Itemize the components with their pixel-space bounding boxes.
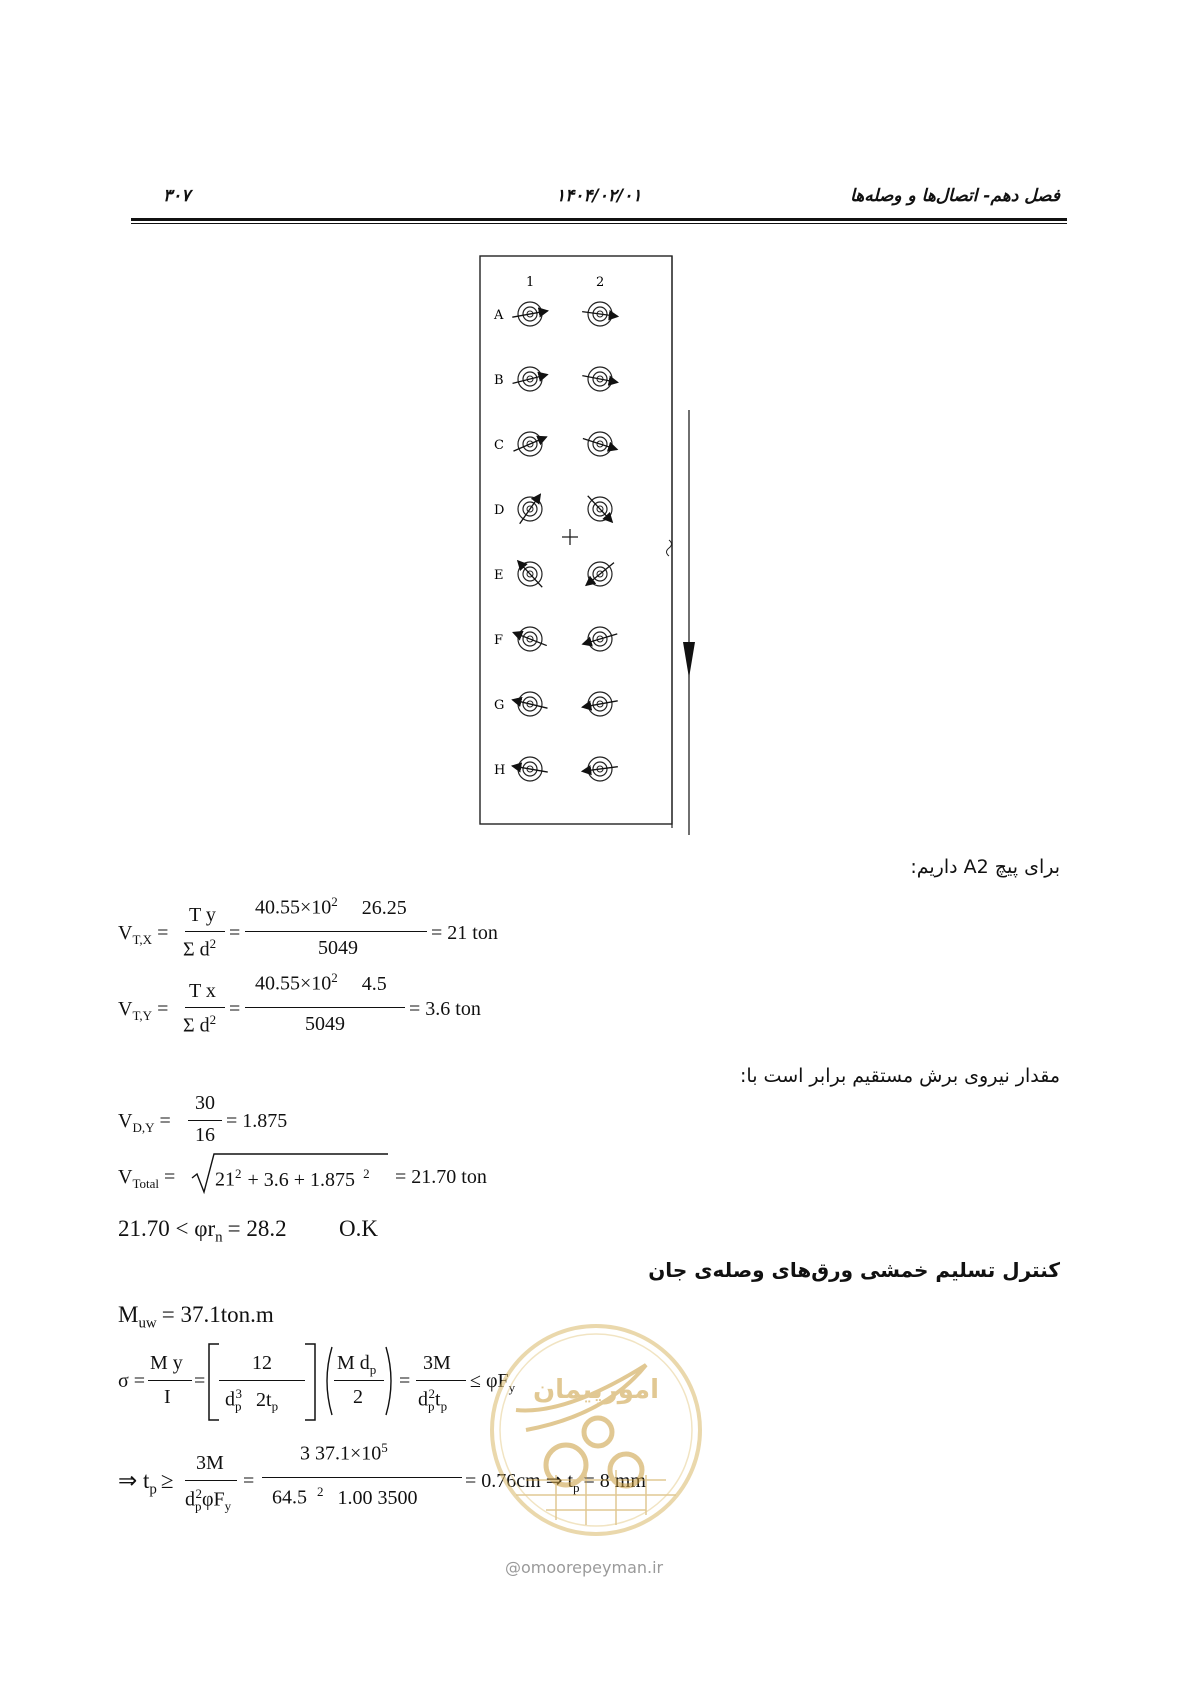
watermark-text: امورپیمان bbox=[532, 1375, 660, 1405]
eq-exponent: 2 bbox=[209, 936, 217, 951]
bolt bbox=[518, 494, 542, 523]
eq-subscript: n bbox=[215, 1229, 223, 1246]
eq-exponent: 2 bbox=[209, 1012, 217, 1027]
force-arrow bbox=[518, 561, 542, 587]
eq-exponent: 5 bbox=[381, 1440, 388, 1455]
eq-exponent: 2 bbox=[331, 894, 338, 909]
bolt bbox=[582, 367, 617, 391]
eq-exponent: 2 bbox=[428, 1386, 435, 1401]
eq-subscript: p bbox=[271, 1398, 279, 1414]
eq-numerator: T y bbox=[189, 904, 216, 926]
row-label: F bbox=[494, 633, 504, 648]
bolt bbox=[518, 561, 542, 587]
eq-subscript: p bbox=[428, 1398, 435, 1414]
eq-value: = 37.1ton.m bbox=[161, 1302, 274, 1327]
eq-term: + 3.6 + 1.875 bbox=[247, 1168, 356, 1191]
eq-result: = 21.70 ton bbox=[395, 1166, 487, 1188]
eq-denominator: 1.00 3500 bbox=[337, 1486, 418, 1509]
bolt bbox=[583, 627, 618, 651]
splice-plate bbox=[480, 256, 672, 824]
bolt bbox=[512, 692, 547, 716]
eq-denominator: 2 bbox=[353, 1386, 363, 1408]
eq-numerator: 3M bbox=[196, 1452, 224, 1474]
eq-denominator: 2t bbox=[256, 1388, 272, 1411]
eq-term: 21.70 < φr bbox=[118, 1216, 216, 1241]
eq-exponent: 2 bbox=[363, 1166, 370, 1181]
eq-denominator: d bbox=[185, 1488, 195, 1511]
bolt bbox=[513, 627, 547, 651]
eq-numerator: 3M bbox=[423, 1352, 451, 1374]
eq-subscript: y bbox=[508, 1380, 516, 1395]
row-label: E bbox=[494, 568, 504, 583]
eq-exponent: 2 bbox=[195, 1486, 202, 1501]
equation-muw bbox=[118, 1302, 274, 1333]
eq-numerator: 12 bbox=[252, 1352, 272, 1374]
bolt bbox=[512, 757, 547, 781]
eq-lhs: ⇒ t bbox=[118, 1468, 150, 1493]
eq-subscript: T,Y bbox=[132, 1008, 153, 1023]
eq-relation: ≥ bbox=[160, 1468, 174, 1493]
eq-numerator: 30 bbox=[195, 1092, 215, 1114]
eq-numerator: 40.55×10 bbox=[255, 896, 332, 919]
eq-result: = 1.875 bbox=[226, 1110, 288, 1132]
eq-result: = 3.6 ton bbox=[409, 998, 481, 1020]
bolt bbox=[582, 757, 618, 781]
header-rule-thin bbox=[131, 223, 1067, 224]
eq-denominator: 5049 bbox=[305, 1013, 345, 1035]
direct-shear-text: مقدار نیروی برش مستقیم برابر است با: bbox=[740, 1065, 1060, 1087]
row-label: H bbox=[494, 763, 506, 778]
eq-subscript: p bbox=[235, 1398, 242, 1414]
watermark-logo bbox=[486, 1320, 706, 1540]
eq-subscript: p bbox=[573, 1480, 580, 1495]
eq-numerator: M d bbox=[337, 1352, 370, 1374]
bolt bbox=[513, 432, 546, 456]
bolt bbox=[586, 562, 614, 586]
eq-numerator-b: 4.5 bbox=[361, 972, 387, 995]
bolt bbox=[582, 692, 617, 716]
eq-subscript: Total bbox=[132, 1176, 159, 1191]
eq-subscript: p bbox=[149, 1481, 157, 1498]
eq-symbol: M bbox=[118, 1302, 139, 1327]
eq-numerator-b: 26.25 bbox=[361, 896, 407, 919]
eq-symbol: V bbox=[118, 1166, 133, 1188]
eq-subscript: y bbox=[224, 1498, 232, 1514]
row-label: B bbox=[494, 373, 504, 388]
bolt-group-figure bbox=[470, 250, 710, 835]
eq-result: = 21 ton bbox=[431, 922, 498, 944]
watermark-site: @omoorepeyman.ir bbox=[505, 1558, 664, 1577]
eq-denominator: Σ d bbox=[183, 938, 210, 961]
eq-symbol: V bbox=[118, 922, 133, 944]
row-label: D bbox=[494, 503, 505, 518]
eq-result: = 0.76cm ⇒ t bbox=[465, 1470, 574, 1492]
eq-denominator: 5049 bbox=[318, 937, 358, 959]
row-label: G bbox=[494, 698, 505, 713]
eq-subscript: uw bbox=[138, 1315, 157, 1332]
row-label: C bbox=[494, 438, 504, 453]
column-label: 1 bbox=[526, 275, 535, 290]
eq-numerator: 3 37.1×10 bbox=[300, 1442, 382, 1465]
eq-subscript: p bbox=[369, 1362, 377, 1377]
eq-denominator: 16 bbox=[195, 1124, 215, 1146]
eq-term: 21 bbox=[215, 1168, 235, 1191]
bolt bbox=[512, 302, 547, 326]
eq-subscript: p bbox=[440, 1398, 448, 1414]
eq-denominator: Σ d bbox=[183, 1014, 210, 1037]
eq-numerator: 40.55×10 bbox=[255, 972, 332, 995]
eq-exponent: 2 bbox=[317, 1484, 324, 1499]
section-title: کنترل تسلیم خمشی ورق‌های وصله‌ی جان bbox=[648, 1258, 1060, 1282]
eq-symbol: V bbox=[118, 1110, 133, 1132]
eq-numerator: T x bbox=[189, 980, 216, 1002]
eq-denominator: 64.5 bbox=[272, 1486, 307, 1509]
column-label: 2 bbox=[596, 275, 605, 290]
bolt bbox=[582, 302, 618, 326]
eq-denominator: d bbox=[418, 1388, 428, 1411]
eq-numerator: M y bbox=[150, 1352, 183, 1374]
bolt bbox=[588, 496, 613, 522]
eq-exponent: 3 bbox=[235, 1386, 242, 1401]
eq-term: = 28.2 bbox=[227, 1216, 287, 1241]
header-rule-thick bbox=[131, 218, 1067, 221]
eq-result: = 8 mm bbox=[583, 1470, 646, 1492]
row-label: A bbox=[494, 308, 504, 323]
bolt bbox=[513, 367, 548, 391]
eq-lhs: σ = bbox=[118, 1370, 146, 1392]
eq-subscript: p bbox=[195, 1498, 202, 1514]
load-arrowhead bbox=[683, 642, 695, 678]
ok-label: O.K bbox=[339, 1216, 378, 1241]
eq-exponent: 2 bbox=[235, 1166, 242, 1181]
for-bolt-text: برای پیچ A2 داریم: bbox=[910, 856, 1060, 878]
header-date: ۱۴۰۴/۰۲/۰۱ bbox=[556, 186, 642, 206]
eq-symbol: V bbox=[118, 998, 133, 1020]
page-number: ۳۰۷ bbox=[163, 186, 191, 206]
eq-rhs: ≤ φF bbox=[470, 1370, 509, 1392]
eq-denominator: I bbox=[164, 1386, 171, 1408]
bolt bbox=[583, 432, 617, 456]
eq-subscript: T,X bbox=[132, 932, 153, 947]
eq-denominator: d bbox=[225, 1388, 235, 1411]
eq-subscript: D,Y bbox=[132, 1120, 155, 1135]
eq-exponent: 2 bbox=[331, 970, 338, 985]
force-arrow bbox=[588, 496, 613, 522]
chapter-title: فصل دهم- اتصال‌ها و وصله‌ها bbox=[850, 186, 1060, 206]
